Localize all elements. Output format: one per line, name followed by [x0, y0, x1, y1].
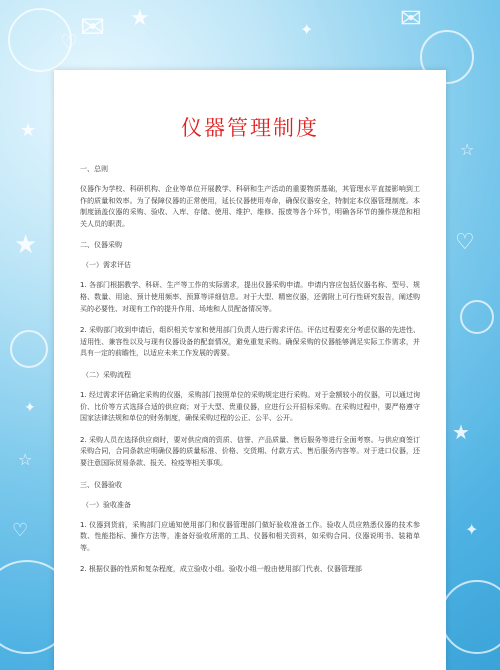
decorative-bubble — [460, 300, 494, 334]
paragraph: 2. 采购部门收到申请后，组织相关专家和使用部门负责人进行需求评估。评估过程要充分考虑仪器的先进性、适用性、兼容性以及与现有仪器设备的配套情况，避免重复采购。确保采购的仪器能够满足实际工作需求，并具有一定的前瞻性，以适应未来工作发展的需要。 — [80, 326, 420, 358]
section-heading: 一、总则 — [80, 165, 108, 173]
paragraph: 1. 仪器到货前，采购部门应通知使用部门和仪器管理部门做好验收准备工作。验收人员应熟悉仪器的技术参数、性能指标、操作方法等，准备好验收所需的工具、仪器和相关资料，如采购合同、仪器说明书、装箱单等。 — [80, 520, 420, 552]
subsection-heading: （一）验收准备 — [82, 500, 131, 509]
paragraph: 1. 各部门根据教学、科研、生产等工作的实际需求，提出仪器采购申请。申请内容应包括仪器名称、型号、规格、数量、用途、预计使用频率、预算等详细信息。对于大型、精密仪器，还需附上可行性研究报告，阐述购买的必要性、对现有工作的提升作用、场地和人员配备情况等。 — [80, 281, 420, 313]
envelope-icon: ✉ — [400, 4, 422, 34]
paragraph: 仪器作为学校、科研机构、企业等单位开展教学、科研和生产活动的重要物质基础，其管理水平直接影响到工作的质量和效率。为了保障仪器的正常使用，延长仪器使用寿命，确保仪器安全，特制定本仪器管理制度。本制度涵盖仪器的采购、验收、入库、存储、使用、维护、维修、报废等各个环节，明确各环节的操作规范和相关人员的职责。 — [80, 185, 420, 228]
decorative-bubble — [440, 580, 500, 654]
envelope-icon: ✉ — [80, 10, 106, 45]
document-content — [54, 70, 446, 576]
heart-icon: ♡ — [12, 520, 29, 541]
sparkle-icon: ✦ — [300, 20, 314, 39]
star-icon: ★ — [452, 420, 470, 444]
paragraph: 1. 经过需求评估确定采购的仪器，采购部门按照单位的采购规定进行采购。对于金额较小的仪器，可以通过询价、比价等方式选择合适的供应商；对于大型、贵重仪器，应进行公开招标采购。在采购过程中，要严格遵守国家法律法规和单位的财务制度，确保采购过程的公正、公平、公开。 — [80, 390, 420, 423]
section-heading: 三、仪器验收 — [80, 480, 122, 489]
star-icon: ☆ — [18, 450, 33, 469]
star-icon: ★ — [130, 6, 150, 31]
heart-icon: ♡ — [60, 30, 78, 54]
heart-icon: ♡ — [455, 230, 475, 255]
document-title: 仪器管理制度 — [181, 116, 319, 140]
sparkle-icon: ✦ — [24, 400, 36, 416]
section-heading: 二、仪器采购 — [80, 241, 122, 250]
paragraph: 2. 采购人员在选择供应商时，要对供应商的资质、信誉、产品质量、售后服务等进行全面考察。与供应商签订采购合同，合同条款应明确仪器的质量标准、价格、交货期、付款方式、售后服务内容等。对于进口仪器，还要注意国际贸易条款、报关、检疫等相关事项。 — [80, 435, 420, 467]
star-icon: ★ — [20, 120, 37, 141]
subsection-heading: （一）需求评估 — [82, 261, 131, 270]
star-icon: ☆ — [460, 140, 475, 159]
decorative-bubble — [10, 330, 48, 368]
decorative-bubble — [8, 8, 72, 72]
star-icon: ★ — [14, 230, 38, 260]
sparkle-icon: ✦ — [465, 520, 479, 539]
document-page — [54, 70, 446, 670]
paragraph: 2. 根据仪器的性质和复杂程度，成立验收小组。验收小组一般由使用部门代表、仪器管理部 — [80, 565, 362, 574]
subsection-heading: （二）采购流程 — [82, 370, 131, 379]
